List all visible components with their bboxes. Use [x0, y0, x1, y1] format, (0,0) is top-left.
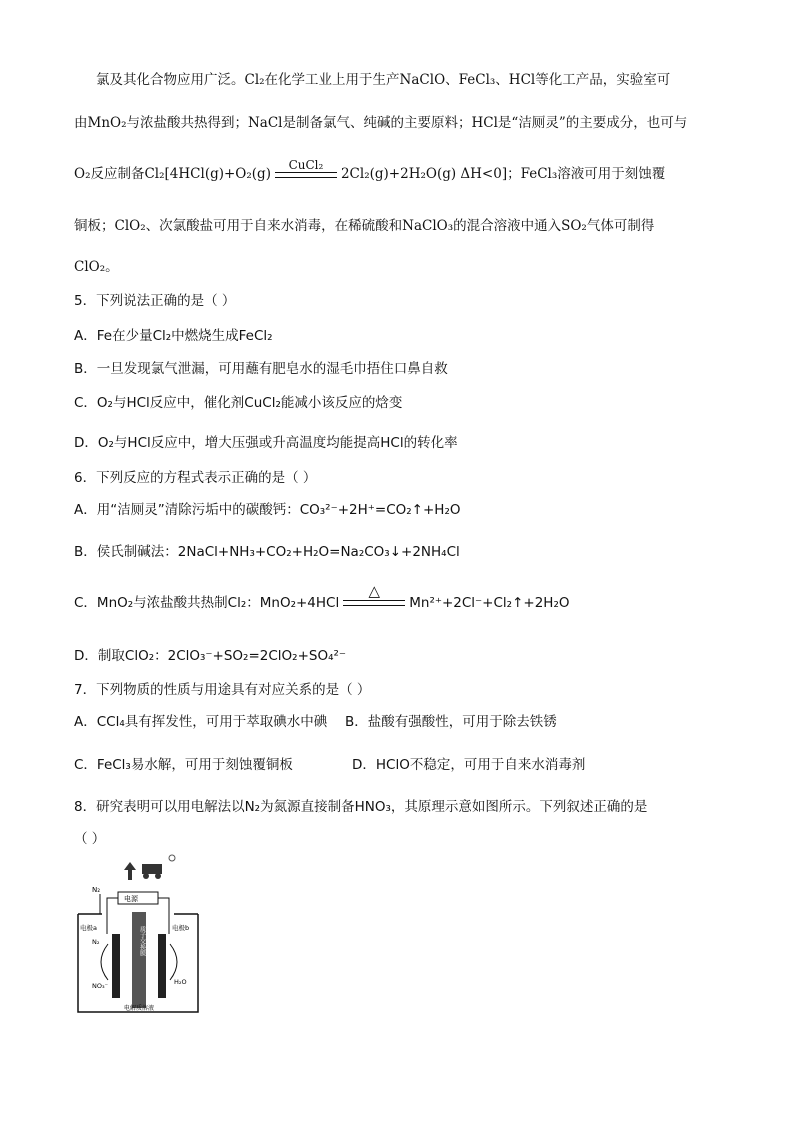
q8-stem: 8．研究表明可以用电解法以N₂为氮源直接制备HNO₃，其原理示意如图所示。下列叙述正确的是 — [74, 799, 648, 815]
intro-line-1: 氯及其化合物应用广泛。Cl₂在化学工业上用于生产NaClO、FeCl₃、HCl等化工产品，实验室可 — [96, 72, 671, 88]
q5-option-b: B．一旦发现氯气泄漏，可用蘸有肥皂水的湿毛巾捂住口鼻自救 — [74, 361, 448, 377]
q6-option-c — [74, 582, 570, 613]
q5-stem: 5．下列说法正确的是（ ） — [74, 293, 236, 309]
q6-c-right: Mn²⁺+2Cl⁻+Cl₂↑+2H₂O — [409, 595, 570, 611]
intro-line-3-left: O₂反应制备Cl₂[4HCl(g)+O₂(g) — [74, 166, 271, 182]
q6-option-d: D．制取ClO₂：2ClO₃⁻+SO₂=2ClO₂+SO₄²⁻ — [74, 648, 347, 664]
q6-stem: 6．下列反应的方程式表示正确的是（ ） — [74, 470, 317, 486]
catalyst-label: CuCl₂ — [288, 157, 324, 172]
n2-label: N₂ — [92, 886, 101, 894]
q7-option-c: C．FeCl₃易水解，可用于刻蚀覆铜板 — [74, 757, 293, 773]
q8-answer-paren: （ ） — [74, 831, 106, 847]
membrane-label: 质子交换膜 — [138, 926, 146, 956]
n2-electrode-label: N₂ — [92, 938, 100, 946]
heat-arrow — [343, 582, 405, 606]
electrode-b-bar — [158, 934, 166, 998]
catalyst-arrow — [275, 157, 337, 178]
heat-symbol: △ — [368, 582, 380, 600]
q5-option-d: D．O₂与HCl反应中，增大压强或升高温度均能提高HCl的转化率 — [74, 435, 458, 451]
electrode-b-label: 电极b — [172, 924, 190, 932]
q7-stem: 7．下列物质的性质与用途具有对应关系的是（ ） — [74, 682, 371, 698]
q7-option-a: A．CCl₄具有挥发性，可用于萃取碘水中碘 — [74, 714, 328, 730]
q7-option-d: D．HClO不稳定，可用于自来水消毒剂 — [352, 757, 586, 773]
intro-line-5: ClO₂。 — [74, 259, 119, 275]
intro-line-3-right: 2Cl₂(g)+2H₂O(g) ΔH<0]；FeCl₃溶液可用于刻蚀覆 — [340, 166, 666, 182]
h2o-label: H₂O — [174, 978, 187, 986]
electrode-a-bar — [112, 934, 120, 998]
q6-c-left: C．MnO₂与浓盐酸共热制Cl₂：MnO₂+4HCl — [74, 595, 340, 611]
wind-plant-icon — [124, 862, 136, 880]
electrode-a-label: 电极a — [80, 924, 97, 932]
q7-option-b: B．盐酸有强酸性，可用于除去铁锈 — [345, 714, 557, 730]
no3-label: NO₃⁻ — [92, 982, 109, 990]
electrolysis-diagram-svg — [74, 852, 202, 1017]
vehicle-icon — [142, 864, 162, 879]
intro-line-2: 由MnO₂与浓盐酸共热得到；NaCl是制备氯气、纯碱的主要原料；HCl是“洁厕灵”的主要成分，也可与 — [74, 115, 688, 131]
q6-option-a: A．用“洁厕灵”清除污垢中的碳酸钙：CO₃²⁻+2H⁺=CO₂↑+H₂O — [74, 502, 461, 518]
solution-label: 电解质溶液 — [124, 1005, 155, 1012]
intro-line-4: 铜板；ClO₂、次氯酸盐可用于自来水消毒，在稀硫酸和NaClO₃的混合溶液中通入SO₂气体可制得 — [74, 218, 655, 234]
sun-icon — [169, 855, 175, 861]
q5-option-c: C．O₂与HCl反应中，催化剂CuCl₂能减小该反应的焓变 — [74, 395, 403, 411]
electrolysis-diagram — [74, 852, 202, 1017]
q5-option-a: A．Fe在少量Cl₂中燃烧生成FeCl₂ — [74, 328, 273, 344]
q6-option-b: B．侯氏制碱法：2NaCl+NH₃+CO₂+H₂O=Na₂CO₃↓+2NH₄Cl — [74, 544, 460, 560]
power-label: 电源 — [124, 895, 138, 903]
intro-line-3 — [74, 157, 666, 184]
